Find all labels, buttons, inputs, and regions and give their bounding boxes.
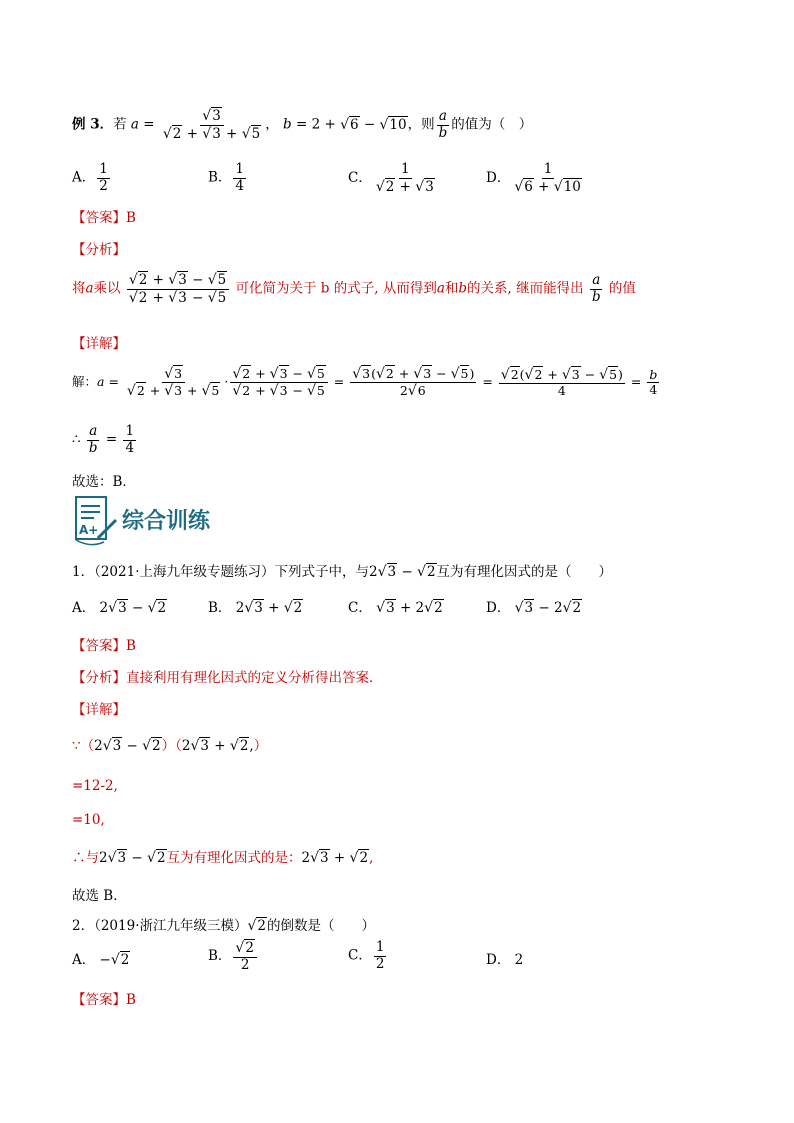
section-banner	[70, 494, 250, 550]
q1-detail-head: 【详解】	[72, 702, 126, 718]
example3-detail-head: 【详解】	[72, 336, 126, 352]
q1-step-2: =10,	[72, 812, 105, 828]
document-grade-icon	[70, 494, 122, 550]
q2-options: A． −√2 B． $\frac{√2}{2}$ C． $\frac{1}{2}$ D． 2	[72, 939, 524, 973]
q2-stem: 2．（2019·浙江九年级三模）√2的倒数是（ ）	[72, 918, 376, 934]
example3-label: 例 3．	[72, 116, 114, 133]
example3-analysis-head: 【分析】	[72, 242, 126, 258]
example3-stem: 例 3．若 a = $\frac{√3}{√2 + √3 + √5}$ ， b = 2 + √6 − √10，则 $\frac{a}{b}$ 的值为（ ）	[72, 108, 533, 142]
example3-solution: 解：a = $\frac{√3}{√2 + √3 + √5}$ · $\frac{√2 + √3 - √5}{√2 + √3 - √5}$ = $\frac{√3(√2 + √3 - √5)}{2√6}$ = $\frac{√2(√2 + √3 - √5)}{4}$ = $\frac{b}{4}$	[72, 366, 658, 400]
section-title: 综合训练	[122, 509, 211, 534]
example3-answer: 【答案】B	[72, 210, 136, 226]
example3-therefore: ∴ $\frac{a}{b}$ = $\frac{1}{4}$	[72, 423, 135, 456]
svg-text:A+: A+	[79, 523, 99, 537]
q1-conclusion: 故选 B．	[72, 888, 127, 904]
q1-options: A． 2√3 − √2 B． 2√3 + √2 C． √3 + 2√2 D． √3 − 2√2	[72, 600, 582, 616]
q1-because: ∵（2√3 − √2）（2√3 + √2,）	[72, 738, 268, 754]
q1-therefore: ∴与2√3 − √2互为有理化因式的是：2√3 + √2,	[72, 850, 374, 866]
example3-analysis: 将a乘以 $\frac{√2 + √3 - √5}{√2 + √3 - √5}$ 可化简为关于 b 的式子, 从而得到a和b的关系, 继而能得出 $\frac{a}{b}$ 的值	[72, 272, 636, 306]
q2-answer: 【答案】B	[72, 992, 136, 1008]
q1-step-1: =12-2,	[72, 778, 118, 794]
q1-answer: 【答案】B	[72, 638, 136, 654]
q1-analysis: 【分析】直接利用有理化因式的定义分析得出答案．	[72, 670, 383, 686]
example3-conclusion: 故选：B．	[72, 474, 136, 490]
q1-stem: 1．（2021·上海九年级专题练习）下列式子中，与2√3 − √2互为有理化因式的是（ ）	[72, 564, 613, 580]
fraction-a: $\frac{√3}{√2 + √3 + √5}$	[162, 108, 261, 142]
example3-options: A． $\frac{1}{2}$ B． $\frac{1}{4}$ C． $\frac{1}{√2 + √3}$ D． $\frac{1}{√6 + √10}$	[72, 161, 581, 195]
